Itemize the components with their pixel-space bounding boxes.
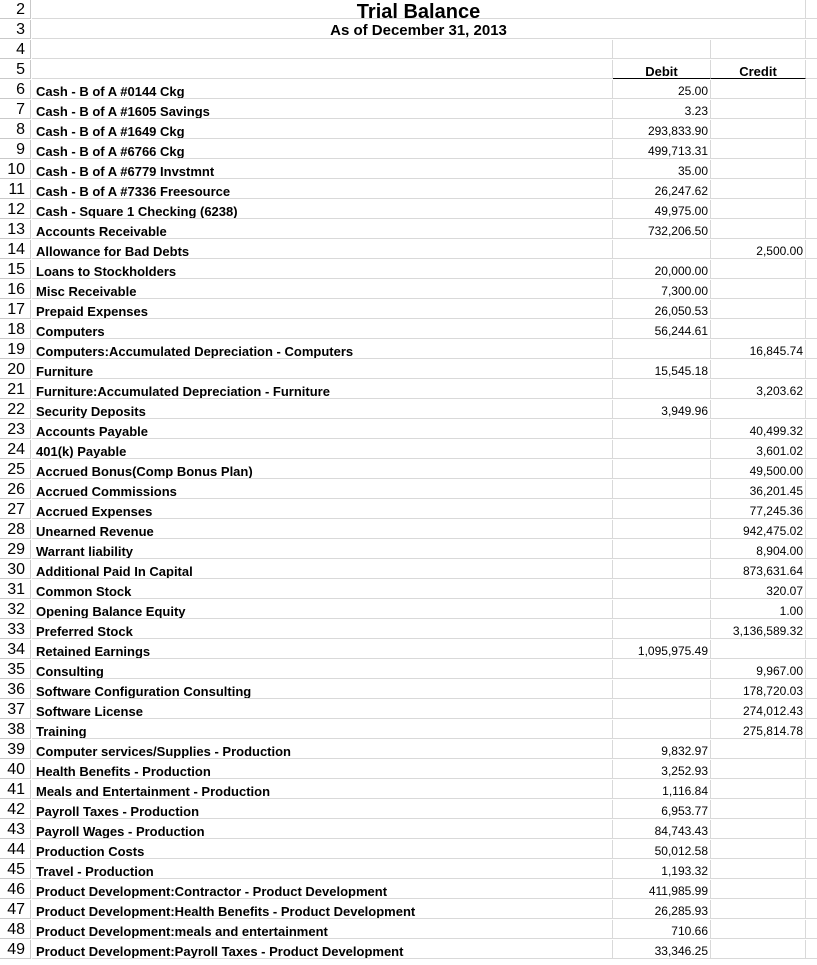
table-row <box>0 480 817 500</box>
row-header[interactable]: 12 <box>0 200 31 219</box>
table-row <box>0 620 817 640</box>
spreadsheet-row <box>0 60 817 80</box>
row-header[interactable]: 35 <box>0 660 31 679</box>
credit-cell[interactable]: 3,203.62 <box>711 380 806 399</box>
row-header[interactable]: 13 <box>0 220 31 239</box>
debit-cell[interactable]: 1,116.84 <box>613 780 711 799</box>
credit-cell[interactable] <box>711 160 806 179</box>
account-name-cell[interactable]: Security Deposits <box>32 400 613 419</box>
row-header[interactable]: 39 <box>0 740 31 759</box>
account-name-cell[interactable]: Furniture <box>32 360 613 379</box>
account-name-cell[interactable]: Computers <box>32 320 613 339</box>
report-subtitle[interactable]: As of December 31, 2013 <box>32 20 806 39</box>
account-name-cell[interactable]: Payroll Taxes - Production <box>32 800 613 819</box>
row-header[interactable]: 22 <box>0 400 31 419</box>
table-row <box>0 900 817 920</box>
row-header[interactable]: 2 <box>0 0 31 19</box>
row-header[interactable]: 28 <box>0 520 31 539</box>
table-row <box>0 940 817 960</box>
empty-cell[interactable] <box>806 500 817 519</box>
empty-cell[interactable] <box>806 940 817 959</box>
credit-cell[interactable]: 178,720.03 <box>711 680 806 699</box>
table-row <box>0 860 817 880</box>
debit-cell[interactable] <box>613 580 711 599</box>
debit-cell[interactable] <box>613 460 711 479</box>
account-name-cell[interactable]: Accrued Commissions <box>32 480 613 499</box>
empty-cell[interactable] <box>806 460 817 479</box>
debit-cell[interactable]: 26,050.53 <box>613 300 711 319</box>
empty-cell[interactable] <box>806 540 817 559</box>
table-row <box>0 160 817 180</box>
account-name-cell[interactable]: Cash - B of A #7336 Freesource <box>32 180 613 199</box>
account-name-cell[interactable]: Cash - B of A #1605 Savings <box>32 100 613 119</box>
table-row <box>0 240 817 260</box>
credit-cell[interactable]: 942,475.02 <box>711 520 806 539</box>
table-row <box>0 420 817 440</box>
empty-cell[interactable] <box>806 620 817 639</box>
debit-cell[interactable] <box>613 380 711 399</box>
row-header[interactable]: 40 <box>0 760 31 779</box>
account-name-cell[interactable]: Accounts Receivable <box>32 220 613 239</box>
row-header[interactable]: 37 <box>0 700 31 719</box>
row-header[interactable]: 42 <box>0 800 31 819</box>
credit-cell[interactable] <box>711 740 806 759</box>
account-name-cell[interactable]: Meals and Entertainment - Production <box>32 780 613 799</box>
account-name-cell[interactable]: Cash - B of A #6766 Ckg <box>32 140 613 159</box>
debit-cell[interactable] <box>613 720 711 739</box>
account-name-cell[interactable]: Product Development:Health Benefits - Product Development <box>32 900 613 919</box>
credit-cell[interactable] <box>711 300 806 319</box>
row-header[interactable]: 47 <box>0 900 31 919</box>
debit-cell[interactable] <box>613 520 711 539</box>
row-header[interactable]: 16 <box>0 280 31 299</box>
credit-cell[interactable]: 36,201.45 <box>711 480 806 499</box>
debit-cell[interactable]: 33,346.25 <box>613 940 711 959</box>
row-header[interactable]: 4 <box>0 40 31 59</box>
row-header[interactable]: 43 <box>0 820 31 839</box>
credit-column-header[interactable]: Credit <box>711 60 806 79</box>
empty-cell[interactable] <box>806 640 817 659</box>
row-header[interactable]: 24 <box>0 440 31 459</box>
debit-cell[interactable]: 7,300.00 <box>613 280 711 299</box>
debit-cell[interactable]: 499,713.31 <box>613 140 711 159</box>
credit-cell[interactable] <box>711 120 806 139</box>
account-name-cell[interactable]: Training <box>32 720 613 739</box>
credit-cell[interactable] <box>711 800 806 819</box>
account-name-cell[interactable]: Unearned Revenue <box>32 520 613 539</box>
table-row <box>0 540 817 560</box>
row-header[interactable]: 41 <box>0 780 31 799</box>
empty-cell[interactable] <box>806 300 817 319</box>
table-row <box>0 700 817 720</box>
row-header[interactable]: 3 <box>0 20 31 39</box>
table-row <box>0 220 817 240</box>
spreadsheet-row <box>0 0 817 23</box>
table-row <box>0 820 817 840</box>
empty-cell[interactable] <box>806 840 817 859</box>
table-row <box>0 500 817 520</box>
empty-cell[interactable] <box>32 40 613 59</box>
row-header[interactable]: 17 <box>0 300 31 319</box>
account-name-cell[interactable]: Misc Receivable <box>32 280 613 299</box>
empty-cell[interactable] <box>806 180 817 199</box>
table-row <box>0 780 817 800</box>
empty-cell[interactable] <box>806 240 817 259</box>
table-row <box>0 660 817 680</box>
account-name-cell[interactable]: Product Development:meals and entertainment <box>32 920 613 939</box>
credit-cell[interactable] <box>711 900 806 919</box>
account-name-cell[interactable]: Accrued Bonus(Comp Bonus Plan) <box>32 460 613 479</box>
row-header[interactable]: 18 <box>0 320 31 339</box>
credit-cell[interactable] <box>711 360 806 379</box>
table-row <box>0 260 817 280</box>
empty-cell[interactable] <box>806 360 817 379</box>
row-header[interactable]: 20 <box>0 360 31 379</box>
table-row <box>0 560 817 580</box>
account-name-cell[interactable]: Warrant liability <box>32 540 613 559</box>
credit-cell[interactable]: 2,500.00 <box>711 240 806 259</box>
credit-cell[interactable]: 8,904.00 <box>711 540 806 559</box>
debit-cell[interactable]: 3,949.96 <box>613 400 711 419</box>
account-name-cell[interactable]: Production Costs <box>32 840 613 859</box>
table-row <box>0 760 817 780</box>
row-header[interactable]: 14 <box>0 240 31 259</box>
row-header[interactable]: 27 <box>0 500 31 519</box>
table-row <box>0 340 817 360</box>
row-header[interactable]: 25 <box>0 460 31 479</box>
table-row <box>0 360 817 380</box>
empty-cell[interactable] <box>806 140 817 159</box>
spreadsheet-row <box>0 40 817 60</box>
empty-cell[interactable] <box>806 400 817 419</box>
debit-cell[interactable] <box>613 660 711 679</box>
debit-cell[interactable]: 26,285.93 <box>613 900 711 919</box>
table-row <box>0 520 817 540</box>
account-name-cell[interactable]: Loans to Stockholders <box>32 260 613 279</box>
account-name-cell[interactable]: Computers:Accumulated Depreciation - Computers <box>32 340 613 359</box>
debit-cell[interactable] <box>613 620 711 639</box>
debit-cell[interactable]: 25.00 <box>613 80 711 99</box>
account-name-cell[interactable]: Cash - B of A #1649 Ckg <box>32 120 613 139</box>
credit-cell[interactable] <box>711 780 806 799</box>
empty-cell[interactable] <box>806 420 817 439</box>
empty-cell[interactable] <box>806 200 817 219</box>
row-header[interactable]: 7 <box>0 100 31 119</box>
account-name-cell[interactable]: Common Stock <box>32 580 613 599</box>
credit-cell[interactable] <box>711 140 806 159</box>
row-header[interactable]: 48 <box>0 920 31 939</box>
credit-cell[interactable] <box>711 940 806 959</box>
empty-cell[interactable] <box>806 120 817 139</box>
empty-cell[interactable] <box>806 340 817 359</box>
spreadsheet-row <box>0 20 817 40</box>
row-header[interactable]: 31 <box>0 580 31 599</box>
row-header[interactable]: 44 <box>0 840 31 859</box>
debit-cell[interactable] <box>613 540 711 559</box>
account-name-cell[interactable]: Health Benefits - Production <box>32 760 613 779</box>
row-header[interactable]: 10 <box>0 160 31 179</box>
empty-cell[interactable] <box>806 920 817 939</box>
row-header[interactable]: 26 <box>0 480 31 499</box>
table-row <box>0 300 817 320</box>
credit-cell[interactable] <box>711 860 806 879</box>
table-row <box>0 180 817 200</box>
credit-cell[interactable]: 275,814.78 <box>711 720 806 739</box>
report-title[interactable]: Trial Balance <box>32 0 806 19</box>
credit-cell[interactable] <box>711 880 806 899</box>
empty-cell[interactable] <box>806 260 817 279</box>
debit-cell[interactable]: 732,206.50 <box>613 220 711 239</box>
account-name-cell[interactable]: Product Development:Payroll Taxes - Product Development <box>32 940 613 959</box>
credit-cell[interactable] <box>711 100 806 119</box>
table-row <box>0 280 817 300</box>
debit-cell[interactable] <box>613 560 711 579</box>
debit-cell[interactable] <box>613 700 711 719</box>
credit-cell[interactable]: 320.07 <box>711 580 806 599</box>
row-header[interactable]: 15 <box>0 260 31 279</box>
empty-cell[interactable] <box>613 40 711 59</box>
credit-cell[interactable]: 3,601.02 <box>711 440 806 459</box>
credit-cell[interactable]: 1.00 <box>711 600 806 619</box>
account-name-cell[interactable]: Cash - B of A #6779 Invstmnt <box>32 160 613 179</box>
row-header[interactable]: 49 <box>0 940 31 959</box>
account-name-cell[interactable]: Software Configuration Consulting <box>32 680 613 699</box>
row-header[interactable]: 21 <box>0 380 31 399</box>
credit-cell[interactable] <box>711 320 806 339</box>
credit-cell[interactable]: 77,245.36 <box>711 500 806 519</box>
credit-cell[interactable]: 873,631.64 <box>711 560 806 579</box>
row-header[interactable]: 30 <box>0 560 31 579</box>
empty-cell[interactable] <box>806 220 817 239</box>
account-name-cell[interactable]: Cash - B of A #0144 Ckg <box>32 80 613 99</box>
row-header[interactable]: 34 <box>0 640 31 659</box>
table-row <box>0 580 817 600</box>
row-header[interactable]: 46 <box>0 880 31 899</box>
empty-cell[interactable] <box>806 760 817 779</box>
row-header[interactable]: 32 <box>0 600 31 619</box>
debit-cell[interactable]: 9,832.97 <box>613 740 711 759</box>
table-row <box>0 80 817 100</box>
debit-cell[interactable] <box>613 240 711 259</box>
empty-cell[interactable] <box>806 160 817 179</box>
credit-cell[interactable] <box>711 400 806 419</box>
empty-cell[interactable] <box>806 520 817 539</box>
row-header[interactable]: 11 <box>0 180 31 199</box>
table-row <box>0 800 817 820</box>
empty-cell[interactable] <box>806 580 817 599</box>
credit-cell[interactable] <box>711 840 806 859</box>
row-header[interactable]: 38 <box>0 720 31 739</box>
table-row <box>0 680 817 700</box>
account-name-cell[interactable]: 401(k) Payable <box>32 440 613 459</box>
account-name-cell[interactable]: Preferred Stock <box>32 620 613 639</box>
row-header[interactable]: 29 <box>0 540 31 559</box>
credit-cell[interactable] <box>711 280 806 299</box>
credit-cell[interactable]: 9,967.00 <box>711 660 806 679</box>
table-row <box>0 100 817 120</box>
empty-cell[interactable] <box>806 800 817 819</box>
account-name-cell[interactable]: Allowance for Bad Debts <box>32 240 613 259</box>
table-row <box>0 880 817 900</box>
table-row <box>0 200 817 220</box>
credit-cell[interactable] <box>711 220 806 239</box>
account-name-cell[interactable]: Retained Earnings <box>32 640 613 659</box>
debit-cell[interactable]: 1,193.32 <box>613 860 711 879</box>
credit-cell[interactable] <box>711 640 806 659</box>
empty-cell[interactable] <box>806 440 817 459</box>
table-row <box>0 320 817 340</box>
table-row <box>0 740 817 760</box>
credit-cell[interactable] <box>711 820 806 839</box>
table-row <box>0 380 817 400</box>
credit-cell[interactable]: 3,136,589.32 <box>711 620 806 639</box>
debit-cell[interactable] <box>613 440 711 459</box>
row-header[interactable]: 6 <box>0 80 31 99</box>
empty-cell[interactable] <box>806 880 817 899</box>
account-name-cell[interactable]: Software License <box>32 700 613 719</box>
account-name-cell[interactable]: Prepaid Expenses <box>32 300 613 319</box>
empty-cell[interactable] <box>806 20 817 39</box>
account-name-cell[interactable]: Payroll Wages - Production <box>32 820 613 839</box>
account-name-cell[interactable]: Opening Balance Equity <box>32 600 613 619</box>
debit-cell[interactable]: 49,975.00 <box>613 200 711 219</box>
empty-cell[interactable] <box>806 860 817 879</box>
empty-cell[interactable] <box>806 320 817 339</box>
debit-cell[interactable]: 710.66 <box>613 920 711 939</box>
row-header[interactable]: 9 <box>0 140 31 159</box>
empty-cell[interactable] <box>806 480 817 499</box>
debit-cell[interactable]: 1,095,975.49 <box>613 640 711 659</box>
empty-cell[interactable] <box>806 660 817 679</box>
debit-cell[interactable]: 26,247.62 <box>613 180 711 199</box>
table-row <box>0 840 817 860</box>
table-row <box>0 460 817 480</box>
debit-cell[interactable] <box>613 680 711 699</box>
debit-cell[interactable]: 20,000.00 <box>613 260 711 279</box>
empty-cell[interactable] <box>32 60 613 79</box>
empty-cell[interactable] <box>806 60 817 79</box>
row-header[interactable]: 5 <box>0 60 31 79</box>
account-name-cell[interactable]: Product Development:Contractor - Product Development <box>32 880 613 899</box>
empty-cell[interactable] <box>806 720 817 739</box>
debit-cell[interactable]: 6,953.77 <box>613 800 711 819</box>
empty-cell[interactable] <box>806 380 817 399</box>
table-row <box>0 920 817 940</box>
debit-cell[interactable] <box>613 420 711 439</box>
row-header[interactable]: 19 <box>0 340 31 359</box>
table-row <box>0 120 817 140</box>
empty-cell[interactable] <box>711 40 806 59</box>
empty-cell[interactable] <box>806 680 817 699</box>
credit-cell[interactable] <box>711 80 806 99</box>
debit-cell[interactable]: 3.23 <box>613 100 711 119</box>
account-name-cell[interactable]: Travel - Production <box>32 860 613 879</box>
debit-cell[interactable]: 50,012.58 <box>613 840 711 859</box>
credit-cell[interactable]: 49,500.00 <box>711 460 806 479</box>
table-row <box>0 400 817 420</box>
debit-cell[interactable]: 84,743.43 <box>613 820 711 839</box>
table-row <box>0 440 817 460</box>
credit-cell[interactable] <box>711 180 806 199</box>
account-name-cell[interactable]: Additional Paid In Capital <box>32 560 613 579</box>
debit-cell[interactable] <box>613 600 711 619</box>
empty-cell[interactable] <box>806 600 817 619</box>
debit-cell[interactable] <box>613 500 711 519</box>
credit-cell[interactable] <box>711 260 806 279</box>
debit-cell[interactable] <box>613 340 711 359</box>
row-header[interactable]: 33 <box>0 620 31 639</box>
debit-cell[interactable]: 293,833.90 <box>613 120 711 139</box>
account-name-cell[interactable]: Consulting <box>32 660 613 679</box>
debit-cell[interactable]: 15,545.18 <box>613 360 711 379</box>
account-name-cell[interactable]: Furniture:Accumulated Depreciation - Furniture <box>32 380 613 399</box>
account-name-cell[interactable]: Accrued Expenses <box>32 500 613 519</box>
credit-cell[interactable]: 274,012.43 <box>711 700 806 719</box>
empty-cell[interactable] <box>806 700 817 719</box>
empty-cell[interactable] <box>806 820 817 839</box>
credit-cell[interactable]: 40,499.32 <box>711 420 806 439</box>
empty-cell[interactable] <box>806 80 817 99</box>
debit-cell[interactable]: 411,985.99 <box>613 880 711 899</box>
empty-cell[interactable] <box>806 780 817 799</box>
debit-cell[interactable]: 56,244.61 <box>613 320 711 339</box>
debit-cell[interactable]: 35.00 <box>613 160 711 179</box>
empty-cell[interactable] <box>806 560 817 579</box>
empty-cell[interactable] <box>806 900 817 919</box>
debit-column-header[interactable]: Debit <box>613 60 711 79</box>
table-row <box>0 600 817 620</box>
empty-cell[interactable] <box>806 100 817 119</box>
table-row <box>0 640 817 660</box>
row-header[interactable]: 45 <box>0 860 31 879</box>
account-name-cell[interactable]: Cash - Square 1 Checking (6238) <box>32 200 613 219</box>
debit-cell[interactable]: 3,252.93 <box>613 760 711 779</box>
credit-cell[interactable] <box>711 920 806 939</box>
table-row <box>0 720 817 740</box>
empty-cell[interactable] <box>806 740 817 759</box>
table-row <box>0 140 817 160</box>
row-header[interactable]: 36 <box>0 680 31 699</box>
row-header[interactable]: 8 <box>0 120 31 139</box>
empty-cell[interactable] <box>806 40 817 59</box>
debit-cell[interactable] <box>613 480 711 499</box>
credit-cell[interactable] <box>711 760 806 779</box>
row-header[interactable]: 23 <box>0 420 31 439</box>
credit-cell[interactable]: 16,845.74 <box>711 340 806 359</box>
empty-cell[interactable] <box>806 280 817 299</box>
empty-cell[interactable] <box>806 0 817 19</box>
credit-cell[interactable] <box>711 200 806 219</box>
account-name-cell[interactable]: Computer services/Supplies - Production <box>32 740 613 759</box>
account-name-cell[interactable]: Accounts Payable <box>32 420 613 439</box>
